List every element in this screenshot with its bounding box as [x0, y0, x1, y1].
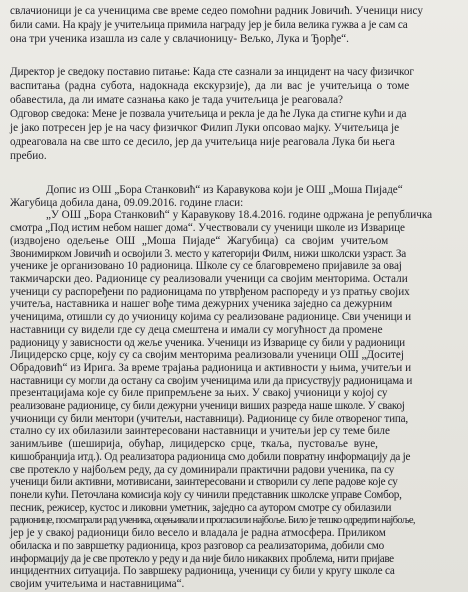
text-line: ученике је организовано 10 радионица. Школе су се благовремено пријавиле за овај [10, 260, 402, 273]
text-line: свлачионици је са ученицима све време седео помоћни радник Јовичић. Ученици нису [10, 5, 423, 17]
text-line: васпитања (радна субота, надокнада екскурзије), да ли вас је учитељица о томе [10, 80, 410, 92]
text-line: Обрадовић“ из Ирига. За време трајања радионица и активности у њима, учитељи и [10, 361, 412, 374]
text-line: јер је у свакој радионици било весело и владала је радна атмосфера. Приликом [10, 527, 386, 540]
text-line: Допис из ОШ „Бора Станковић“ из Каравукова који је ОШ „Моша Пијаде“ [46, 184, 403, 196]
text-line: радионице, посматрали рад ученика, оцењивали и прогласили најбоље. Било је тешко одредити најбоље, [10, 515, 415, 527]
text-line: обиласка и по завршетку радионица, кроз разговор са реализаторима, добили смо [10, 539, 384, 552]
text-line: понели кући. Петочлана комисија коју су чинили представник школске управе Сомбор, [10, 489, 402, 502]
text-line: Директор је сведоку поставио питање: Када сте сазнали за инцидент на часу физичког [10, 66, 414, 78]
text-line: учионици су били ментори (учитељи, наставници). Радионице су биле отвореног типа, [10, 412, 409, 425]
text-line: наставници су могли да остану са својим ученицима или да присуствују радионицама и [10, 374, 413, 387]
text-line: ученицима, отишли су до учионицу којима су реализоване радионице. Сви ученици и [10, 311, 412, 324]
text-line: наставници су видели где су деца смештена и имали су могућност да промене [10, 323, 383, 336]
text-line: „У ОШ „Бора Станковић“ у Каравукову 18.4.2016. године одржана је републичка [46, 209, 433, 222]
text-line: одреаговала на све што се десило, јер да учитељица није реаговала Лука би њега [10, 136, 395, 148]
text-line: Звонимирком Јовичић и освојили 3. место у категорији Филм, нижи школски узраст. За [10, 247, 406, 260]
text-line: реализоване радионице, су били дежурни ученици виших разреда наше школе. У свакој [10, 400, 405, 413]
text-line: информацију да је све протекло у реду и да није било никаквих проблема, нити пријаве [10, 552, 394, 565]
text-line: (издвојено одељење ОШ „Моша Пијаде“ Жагубица) са својим учитељом [10, 234, 389, 247]
text-line: радионицу у зависности од жеље ученика. Ученици из Изварице су били у радионици [10, 336, 405, 349]
text-line: песник, режисер, кустос и ликовни уметник, заједно са аутором смотре су обилазили [10, 501, 392, 514]
text-line: све протекло у најбољем реду, да су доминирали практични радови ученика, па су [10, 463, 395, 476]
text-line: презентацијама које су биле припремљене за њих. У свакој учионици у којој су [10, 387, 388, 400]
text-line: кишобранџија итд.). Од реализатора радионица смо добили повратну информацију да је [10, 450, 411, 463]
text-line: такмичарски део. Радионице су реализовали ученици са својим менторима. Остали [10, 272, 408, 285]
text-line: Лицидерско срце, коју су са својим менторима реализовали ученици ОШ „Доситеј [10, 349, 404, 362]
text-line: ученици били активни, мотивисани, заинтересовани и створили су лепе радове које су [10, 476, 398, 489]
text-line: својим учитељима и наставницима“. [10, 578, 185, 590]
text-line: били сами. На крају је учитељица примила награду јер је била велика гужва а је сам са [10, 19, 408, 31]
text-line: пребио. [10, 150, 47, 162]
text-line: смотра „Под истим небом нашег дома“. Учествовали су ученици школе из Изварице [10, 222, 405, 235]
text-line: Одговор сведока: Мене је позвала учитељица и рекла је да ће Лука да стигне кући и да [10, 108, 407, 120]
text-line: Жагубица добила дана, 09.09.2016. године гласи: [10, 196, 244, 209]
text-line: обавестила, да ли имате сазнања како је тада учитељица је реаговала? [10, 94, 344, 106]
text-line: стално су их обилазили заинтересовани наставници и учитељи јер су теме биле [10, 425, 390, 438]
text-line: ученици су распоређени по радионицама по утврђеном распореду и уз пратњу својих [10, 285, 410, 298]
text-line: занимљиве (шеширија, обућар, лицидерско срце, ткаља, пустоваље вуне, [10, 438, 378, 451]
text-line: учитеља, наставника и нашег вође тима дежурних ученика заједно са дежурним [10, 298, 393, 311]
text-line: је јако потресен јер је на часу физичког Филип Луки опсовао мајку. Учитељица је [10, 122, 400, 134]
text-line: она три ученика изашла из сале у свлачионицу- Вељко, Лука и Ђорђе“. [10, 33, 349, 45]
text-line: инцидентних ситуација. По завршеку радионица, ученици су били у кругу школе са [10, 565, 395, 578]
